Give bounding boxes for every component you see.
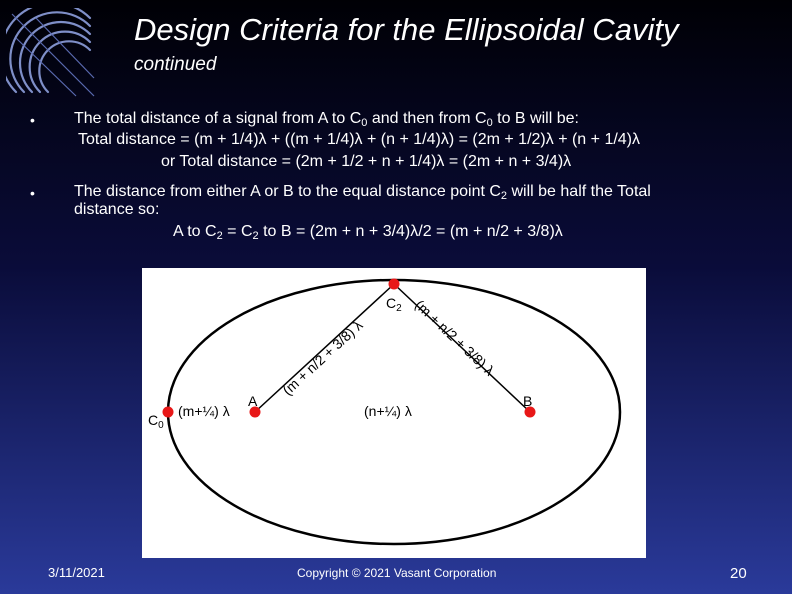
label-C2: $C_2$ bbox=[386, 295, 402, 314]
bullet1-line2: Total distance = (m + 1/4)λ + ((m + 1/4)λ + (n + 1/4)λ) = (2m + 1/2)λ + (n + 1/4)λ bbox=[78, 131, 641, 148]
ellipse-diagram-svg bbox=[142, 268, 646, 558]
bullet-marker: • bbox=[30, 185, 35, 201]
label-B: B bbox=[523, 393, 533, 409]
ellipse-diagram bbox=[142, 268, 646, 558]
corporate-logo-icon bbox=[6, 8, 98, 100]
label-A: A bbox=[248, 393, 258, 409]
label-C0: $C_0$ bbox=[148, 412, 164, 431]
slide-subtitle: continued bbox=[134, 54, 217, 75]
bullet-marker: • bbox=[30, 112, 35, 128]
point-C0 bbox=[163, 407, 174, 418]
footer-date: 3/11/2021 bbox=[48, 565, 105, 580]
page-number: 20 bbox=[730, 565, 747, 582]
bullet1-line3: or Total distance = (2m + 1/2 + n + 1/4)λ = (2m + n + 3/4)λ bbox=[161, 153, 572, 170]
label-seg-A-B: (n+¼) λ bbox=[364, 403, 412, 419]
label-seg-C2-B: (m + n/2 + 3/8) λ bbox=[411, 296, 498, 379]
footer-copyright: Copyright © 2021 Vasant Corporation bbox=[297, 566, 497, 580]
bullet2-line1: The distance from either A or B to the equal distance point $C_2$ will be half the Total bbox=[74, 183, 651, 202]
bullet2-line2: distance so: bbox=[74, 201, 160, 218]
label-seg-A-C2: (m + n/2 + 3/8) λ bbox=[279, 316, 366, 399]
bullet1-line1: The total distance of a signal from A to $C_0$ and then from $C_0$ to B will be: bbox=[74, 110, 579, 129]
point-C2 bbox=[389, 279, 400, 290]
bullet2-line3: A to $C_2 = C_2$ to B = (2m + n + 3/4)λ/2 = (m + n/2 + 3/8)λ bbox=[173, 223, 563, 242]
label-seg-C0-A: (m+¼) λ bbox=[178, 403, 230, 419]
slide-title: Design Criteria for the Ellipsoidal Cavity bbox=[134, 12, 679, 47]
